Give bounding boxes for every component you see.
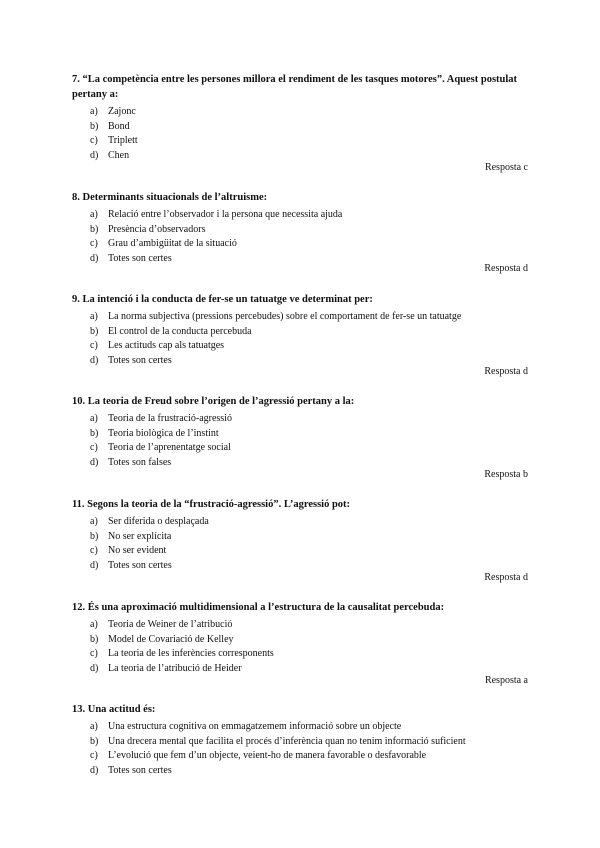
- option-list: [72, 515, 532, 573]
- option-a: a) Ser diferida o desplaçada: [90, 516, 209, 527]
- answer-12: Resposta a: [484, 675, 528, 686]
- option-list: [72, 310, 532, 368]
- option-b: b) Teoria biològica de l’instint: [90, 427, 219, 439]
- option-b: b) Una drecera mental que facilita el procés d’inferència quan no tenim informació suficient: [90, 735, 466, 747]
- option-c: c) Les actituds cap als tatuatges: [90, 340, 225, 351]
- question-title: 10. La teoria de Freud sobre l’origen de l’agressió pertany a la:: [72, 396, 355, 407]
- option-d: d) Totes son falses: [90, 456, 172, 468]
- option-a: a) Teoria de la frustració-agressió: [90, 413, 232, 424]
- option-c: c) No ser evident: [90, 545, 167, 556]
- option-a: a) La norma subjectiva (pressions percebudes) sobre el comportament de fer-se un tatuatge: [90, 311, 462, 322]
- question-12: [72, 600, 532, 676]
- option-a: a) Zajonc: [90, 106, 136, 117]
- question-title: 13. Una actitud és:: [72, 704, 156, 715]
- option-c: c) Teoria de l’aprenentatge social: [90, 442, 231, 453]
- option-c: c) Triplett: [90, 135, 138, 146]
- option-d: d) Totes son certes: [90, 252, 172, 264]
- question-13: [72, 702, 532, 778]
- question-title: 12. És una aproximació multidimensional a l’estructura de la causalitat percebuda:: [72, 602, 445, 613]
- option-d: d) Totes son certes: [90, 559, 172, 571]
- question-title: 11. Segons la teoria de la “frustració-agressió”. L’agressió pot:: [72, 499, 351, 510]
- option-list: [72, 720, 532, 778]
- option-a: a) Teoria de Weiner de l’atribució: [90, 619, 233, 630]
- answer-10: Resposta b: [484, 469, 528, 480]
- answer-11: Resposta d: [484, 572, 528, 583]
- option-a: a) Relació entre l’observador i la persona que necessita ajuda: [90, 209, 343, 220]
- option-list: [72, 618, 532, 676]
- option-d: d) La teoria de l’atribució de Heider: [90, 662, 242, 674]
- question-title: 9. La intenció i la conducta de fer-se un tatuatge ve determinat per:: [72, 294, 373, 305]
- option-a: a) Una estructura cognitiva on emmagatzemem informació sobre un objecte: [90, 721, 402, 732]
- question-title: 8. Determinants situacionals de l’altruisme:: [72, 192, 268, 203]
- question-title: 7. “La competència entre les persones millora el rendiment de les tasques motores”. Aquest postulat pertany a:: [72, 74, 518, 100]
- option-b: b) Bond: [90, 120, 130, 132]
- question-8: [72, 190, 532, 266]
- option-list: [72, 412, 532, 470]
- option-d: d) Chen: [90, 149, 130, 161]
- question-11: [72, 497, 532, 573]
- option-d: d) Totes son certes: [90, 354, 172, 366]
- answer-7: Resposta c: [484, 162, 528, 173]
- option-list: [72, 105, 532, 163]
- answer-8: Resposta d: [484, 263, 528, 274]
- option-b: b) Presència d’observadors: [90, 223, 206, 235]
- option-list: [72, 208, 532, 266]
- option-c: c) L’evolució que fem d’un objecte, veient-ho de manera favorable o desfavorable: [90, 750, 427, 761]
- question-9: [72, 292, 532, 368]
- option-c: c) La teoria de les inferències corresponents: [90, 648, 274, 659]
- option-b: b) No ser explícita: [90, 530, 172, 542]
- option-b: b) El control de la conducta percebuda: [90, 325, 252, 337]
- question-7: [72, 72, 532, 163]
- answer-9: Resposta d: [484, 366, 528, 377]
- question-10: [72, 394, 532, 470]
- option-b: b) Model de Covariació de Kelley: [90, 633, 234, 645]
- option-d: d) Totes son certes: [90, 764, 172, 776]
- option-c: c) Grau d’ambigüitat de la situació: [90, 238, 237, 249]
